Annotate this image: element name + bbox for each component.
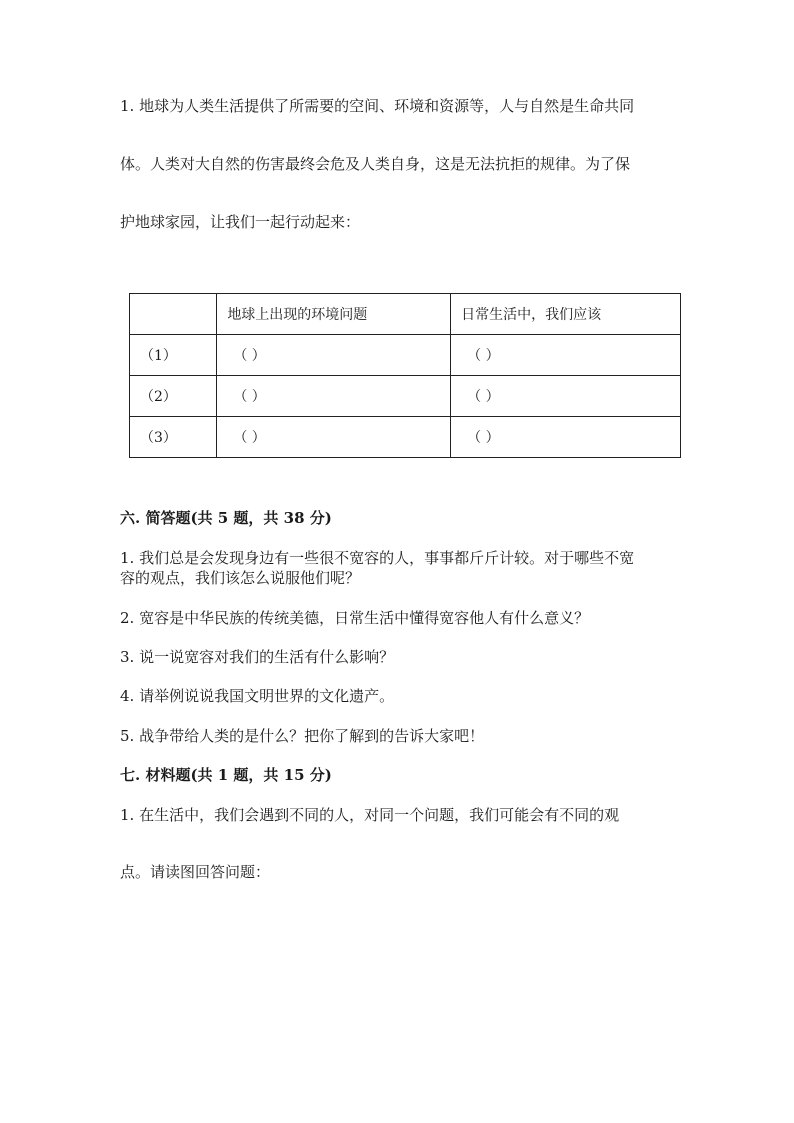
problem-blank-text: （ ） bbox=[233, 389, 266, 405]
section-6-question-5: 5. 战争带给人类的是什么？把你了解到的告诉大家吧！ bbox=[120, 727, 485, 745]
action-blank-text: （ ） bbox=[467, 430, 500, 446]
section-6-heading: 六. 简答题(共 5 题，共 38 分) bbox=[120, 509, 332, 527]
table-row bbox=[130, 376, 681, 417]
table-row bbox=[130, 417, 681, 458]
section-6-question-1-line-1: 1. 我们总是会发现身边有一些很不宽容的人，事事都斤斤计较。对于哪些不宽 bbox=[120, 549, 635, 567]
environment-table bbox=[129, 293, 681, 458]
section-7-line-1: 1. 在生活中，我们会遇到不同的人，对同一个问题，我们可能会有不同的观 bbox=[120, 806, 620, 824]
section-6-question-1-line-2: 容的观点，我们该怎么说服他们呢？ bbox=[120, 569, 361, 587]
action-blank bbox=[451, 417, 681, 458]
section-6-question-4: 4. 请举例说说我国文明世界的文化遗产。 bbox=[120, 687, 395, 705]
section-7-line-2: 点。请读图回答问题： bbox=[120, 863, 271, 881]
section-6-question-3: 3. 说一说宽容对我们的生活有什么影响？ bbox=[120, 648, 395, 666]
q1-intro-line-2: 体。人类对大自然的伤害最终会危及人类自身，这是无法抗拒的规律。为了保 bbox=[120, 155, 631, 173]
action-blank bbox=[451, 376, 681, 417]
row-label: （3） bbox=[130, 417, 217, 458]
row-label: （1） bbox=[130, 335, 217, 376]
problem-blank bbox=[217, 376, 451, 417]
table-row bbox=[130, 335, 681, 376]
problem-blank bbox=[217, 335, 451, 376]
table-header-row bbox=[130, 294, 681, 335]
q1-intro-line-1: 1. 地球为人类生活提供了所需要的空间、环境和资源等，人与自然是生命共同 bbox=[120, 97, 635, 115]
problem-blank bbox=[217, 417, 451, 458]
table-header-action: 日常生活中，我们应该 bbox=[451, 294, 681, 335]
q1-intro-line-3: 护地球家园，让我们一起行动起来： bbox=[120, 213, 361, 231]
action-blank bbox=[451, 335, 681, 376]
action-blank-text: （ ） bbox=[467, 348, 500, 364]
problem-blank-text: （ ） bbox=[233, 430, 266, 446]
table-header-problem: 地球上出现的环境问题 bbox=[217, 294, 451, 335]
section-6-question-2: 2. 宽容是中华民族的传统美德，日常生活中懂得宽容他人有什么意义？ bbox=[120, 609, 590, 627]
action-blank-text: （ ） bbox=[467, 389, 500, 405]
table-header-index bbox=[130, 294, 217, 335]
problem-blank-text: （ ） bbox=[233, 348, 266, 364]
row-label: （2） bbox=[130, 376, 217, 417]
section-7-heading: 七. 材料题(共 1 题，共 15 分) bbox=[120, 766, 332, 784]
